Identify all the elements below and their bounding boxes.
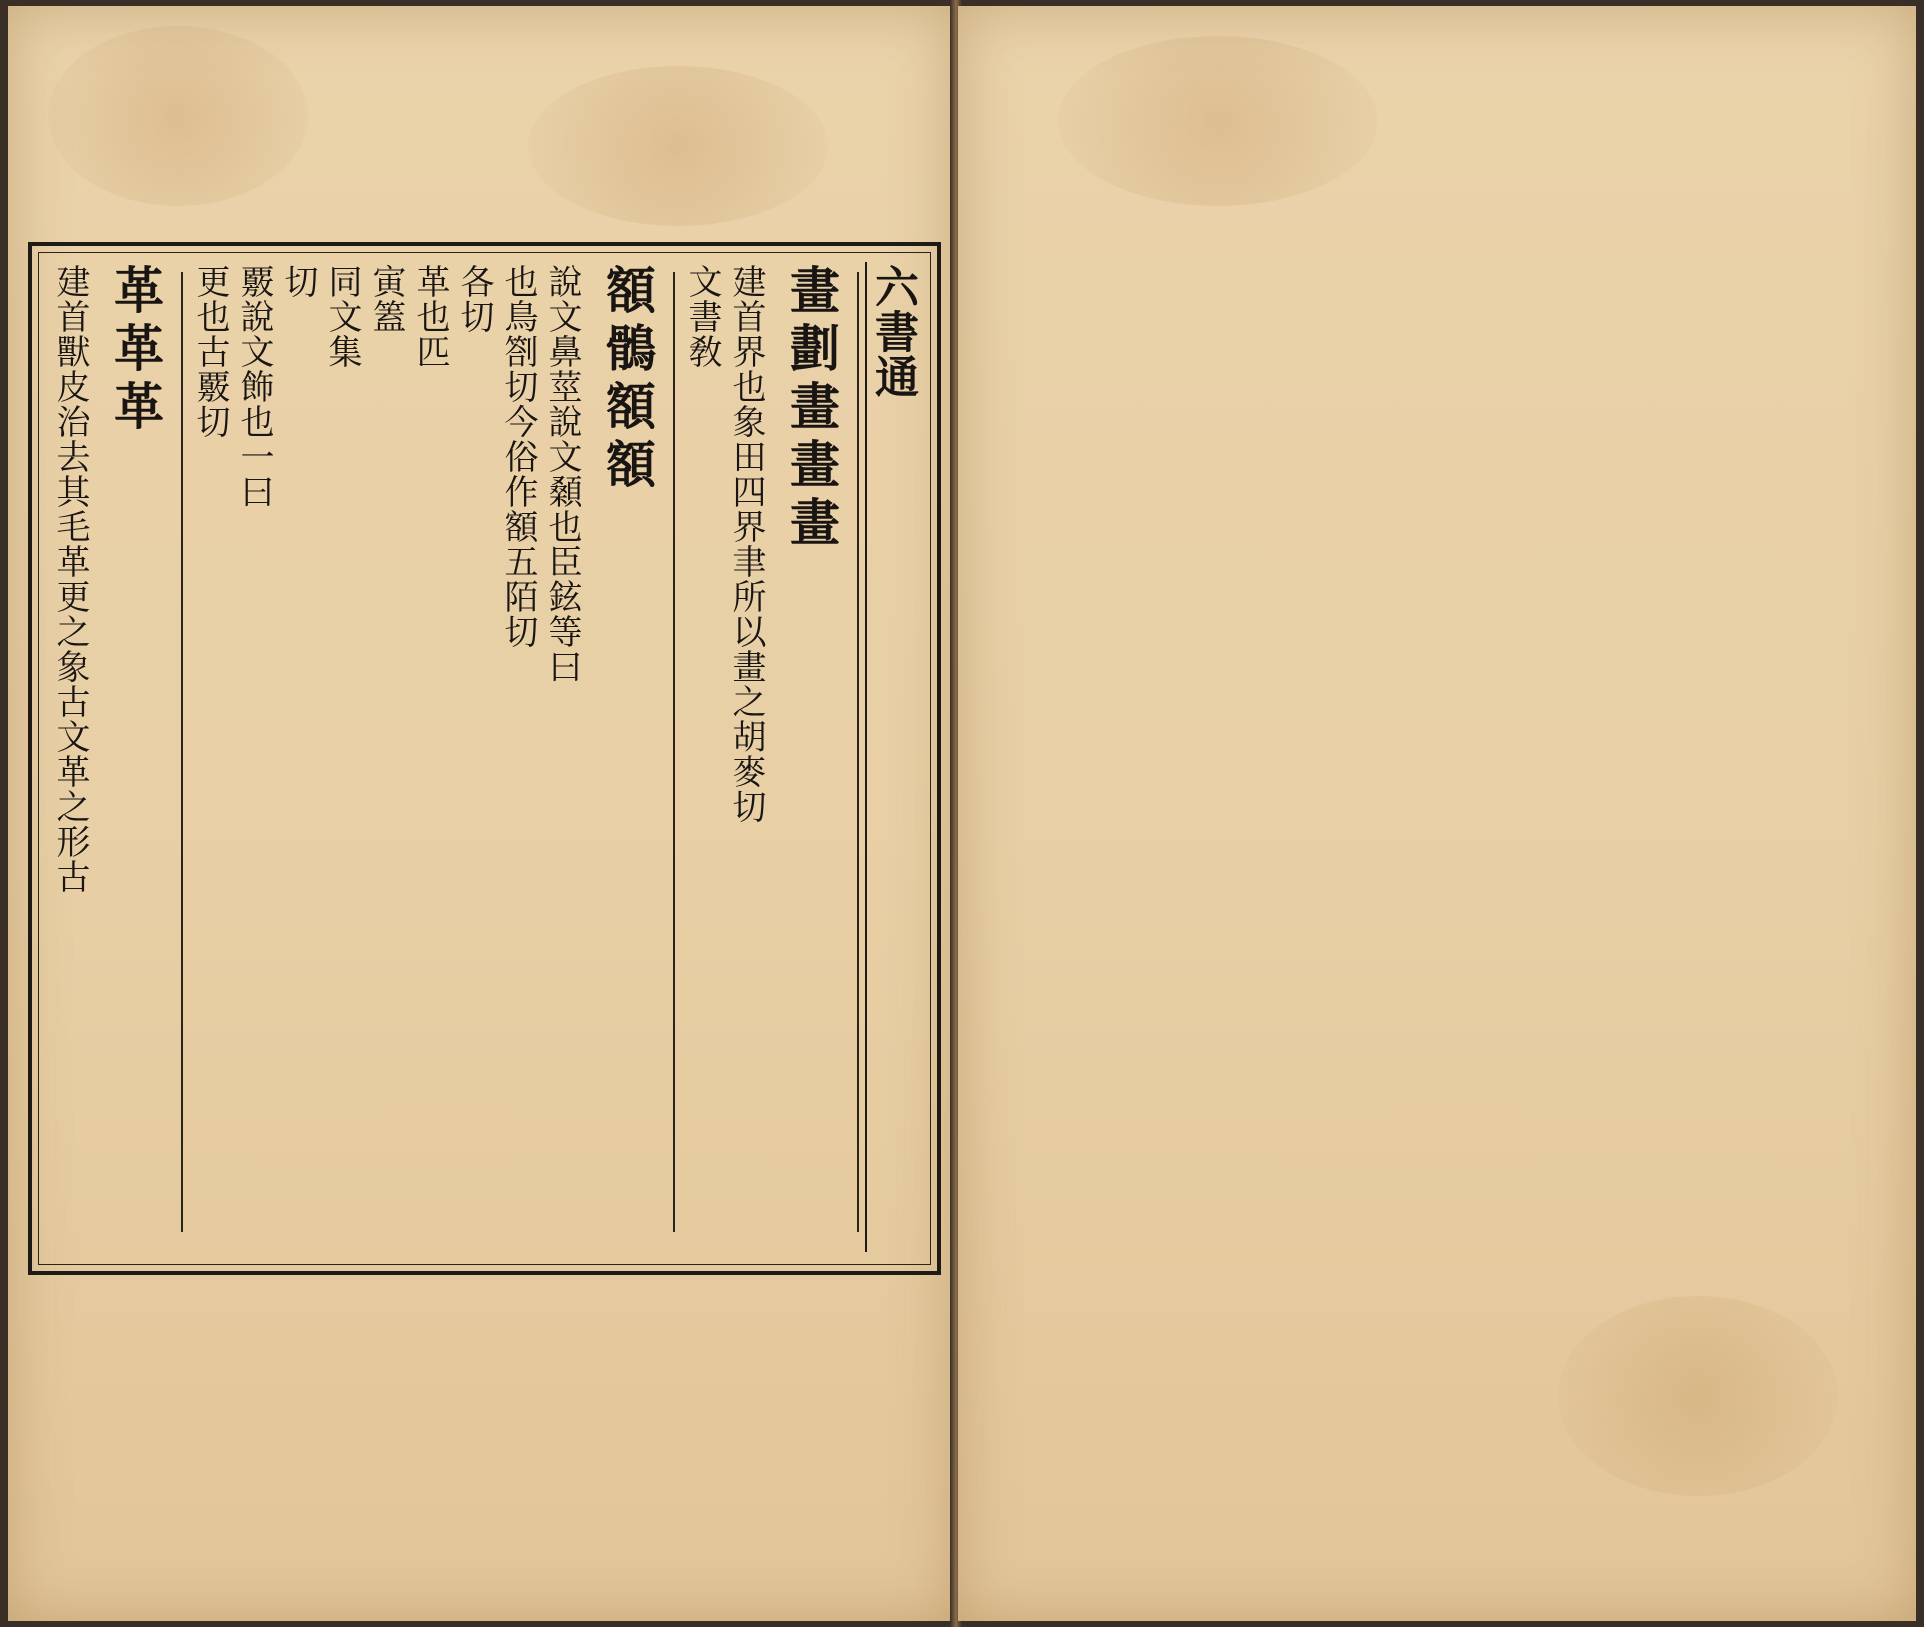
annotation-column: 革也匹 <box>410 264 450 369</box>
paper-stain <box>48 26 308 206</box>
book-title-column: 六書通 <box>865 262 921 1252</box>
left-columns <box>46 262 921 1252</box>
column-rule <box>673 272 675 1232</box>
right-page <box>958 6 1916 1621</box>
paper-stain <box>1558 1296 1838 1496</box>
annotation-column: 同文集 <box>322 264 362 369</box>
paper-stain <box>528 66 828 226</box>
left-page <box>8 6 953 1621</box>
annotation-column: 建首獸皮治去其毛革更之象古文革之形古 <box>50 264 90 894</box>
annotation-column: 建首界也象田四界聿所以畫之胡麥切 <box>726 264 766 824</box>
paper-stain <box>1058 36 1378 206</box>
seal-character-column: 革革革 <box>106 264 165 438</box>
annotation-column <box>46 262 49 1252</box>
annotation-column: 文書敎 <box>682 264 722 369</box>
seal-character-column: 畫劃畫畫畫 <box>782 264 841 554</box>
annotation-column: 也鳥劄切今俗作額五陌切 <box>498 264 538 649</box>
left-text-frame <box>28 242 941 1275</box>
annotation-column: 切 <box>278 264 318 299</box>
annotation-column: 覈說文飾也一曰 <box>234 264 274 509</box>
seal-character-column: 額鶻額額 <box>598 264 657 496</box>
annotation-column: 更也古覈切 <box>190 264 230 439</box>
annotation-column: 各切 <box>454 264 494 334</box>
column-rule <box>857 272 859 1232</box>
column-rule <box>181 272 183 1232</box>
annotation-column: 寅篕 <box>366 264 406 334</box>
annotation-column: 說文鼻莖說文顙也臣鉉等曰 <box>542 264 582 684</box>
